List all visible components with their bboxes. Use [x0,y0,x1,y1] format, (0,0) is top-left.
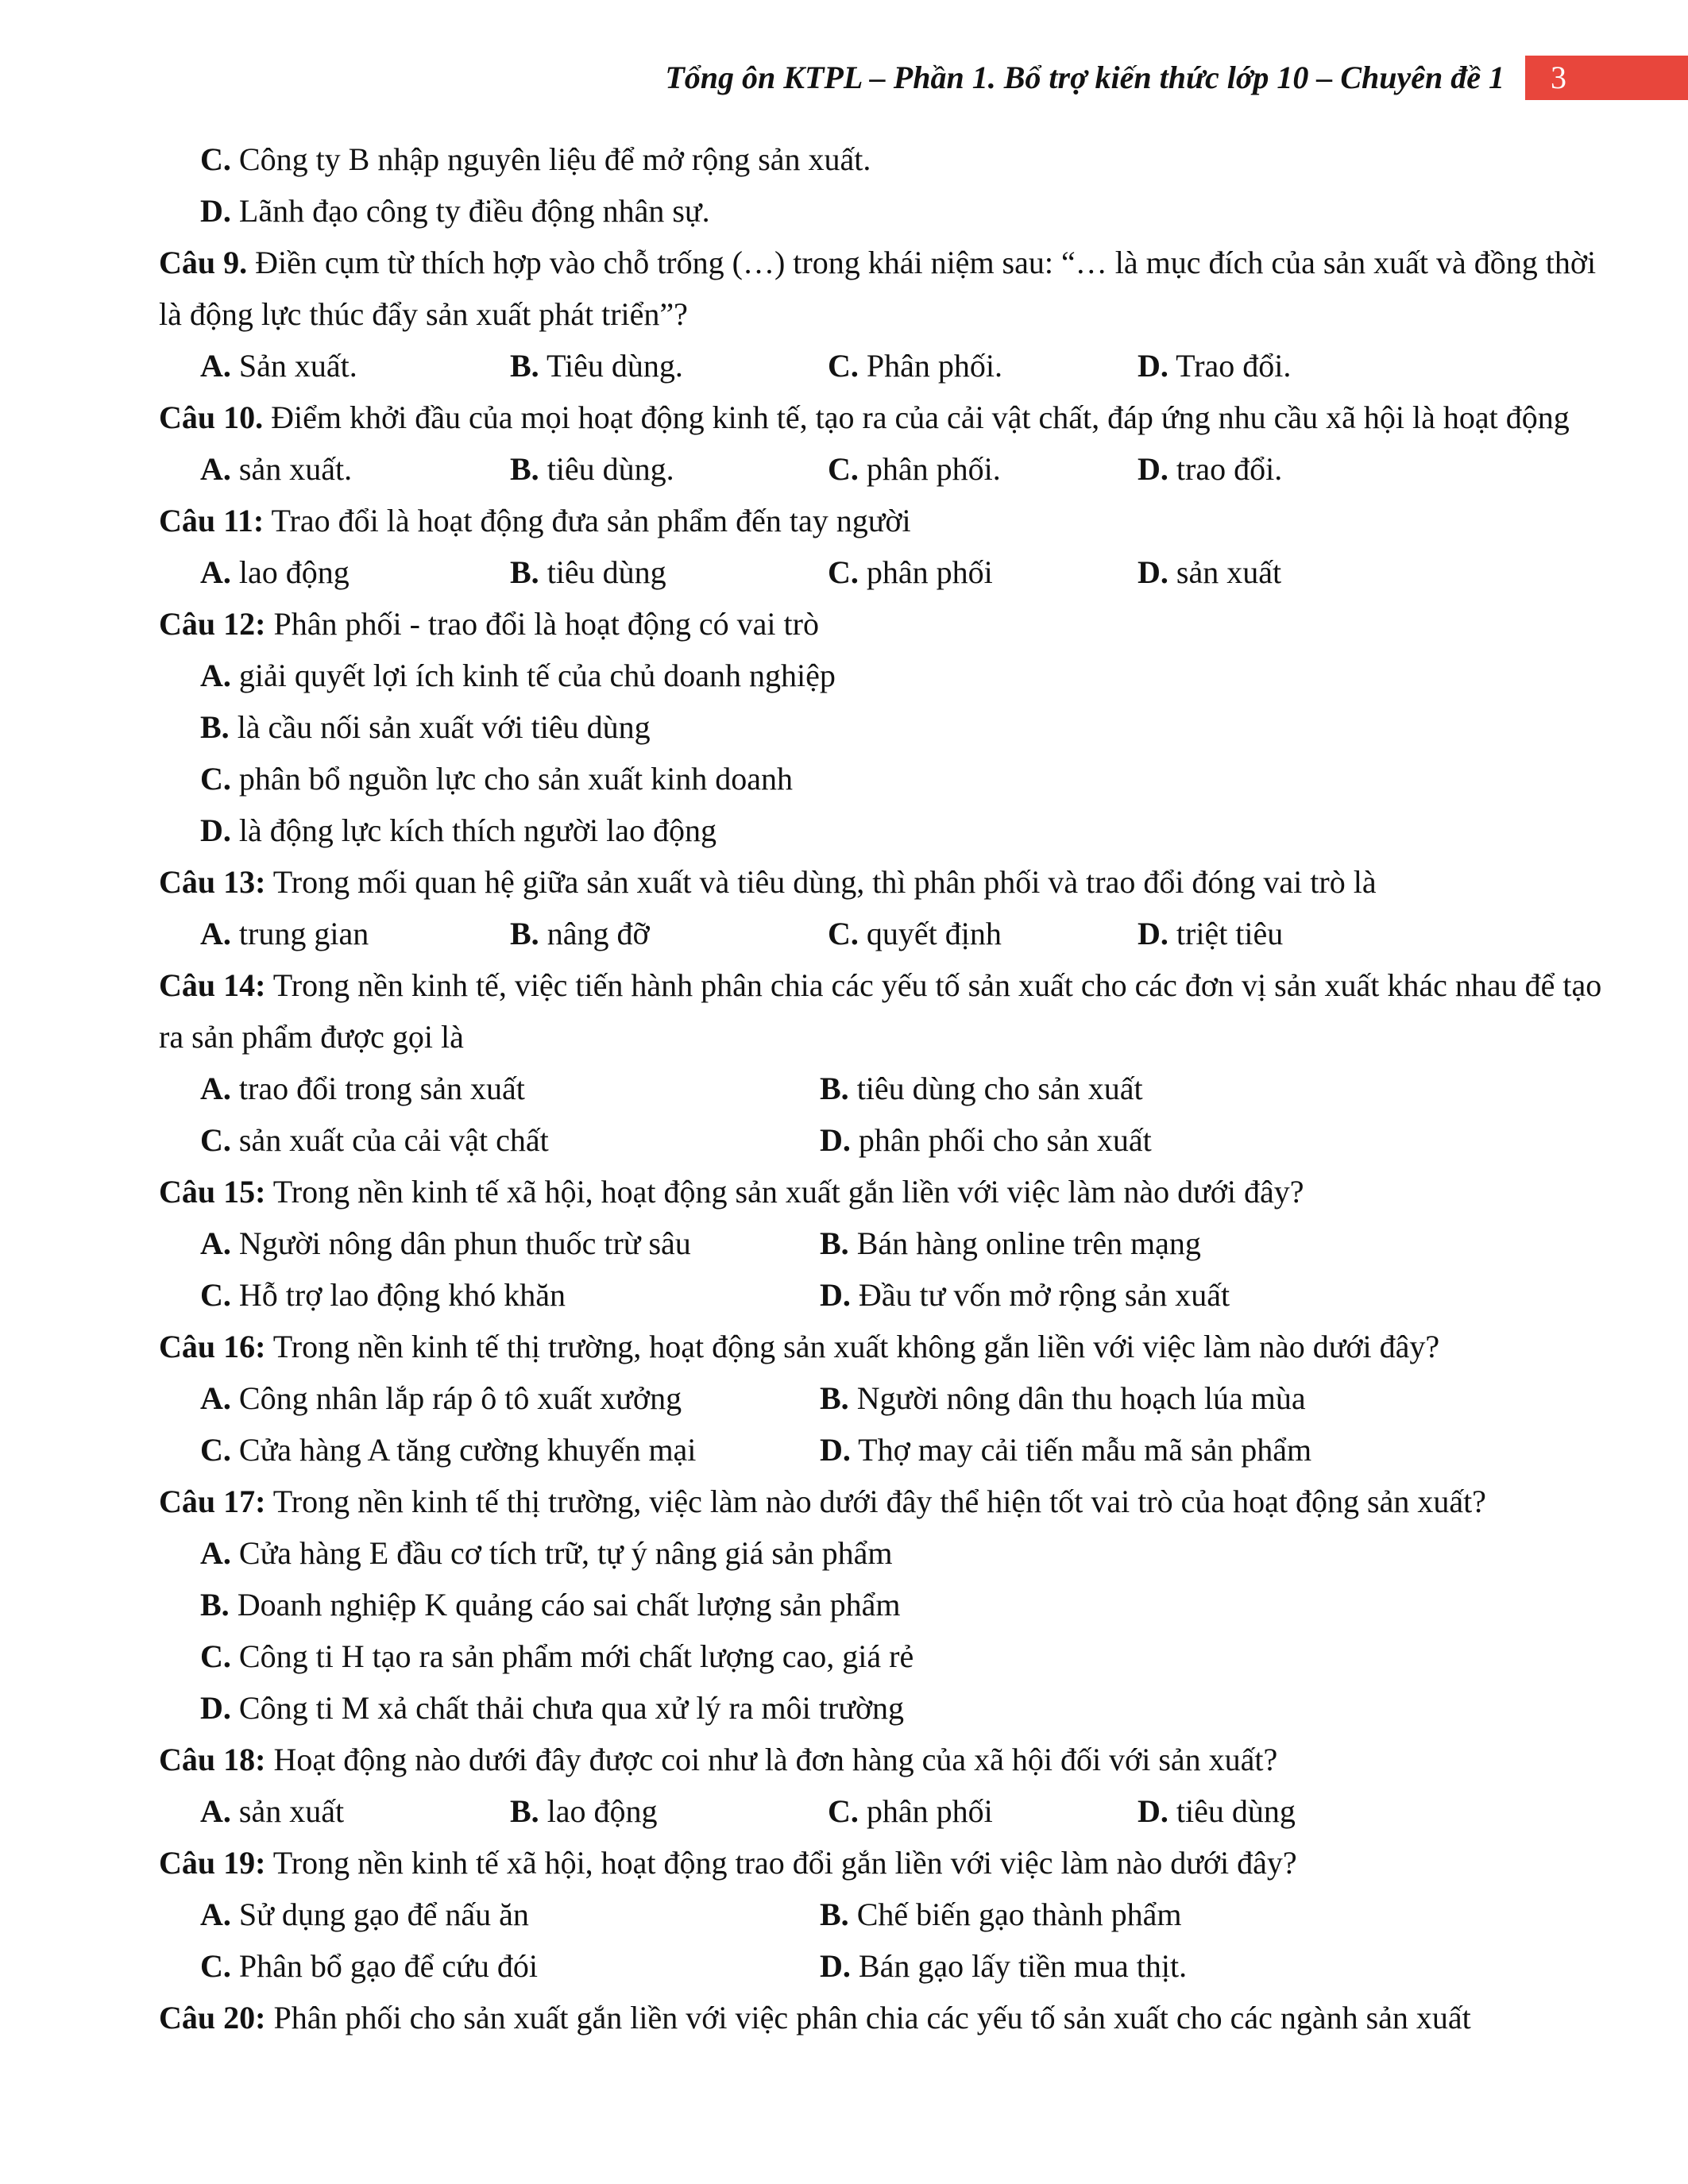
answer-option [200,1785,510,1837]
options-group [159,908,1613,959]
answer-option [200,1579,1613,1630]
answer-option [828,340,1138,392]
question-text: Trong nền kinh tế thị trường, hoạt động sản xuất không gắn liền với việc làm nào dưới đây? [265,1329,1440,1364]
question-text: Trong nền kinh tế xã hội, hoạt động trao đổi gắn liền với việc làm nào dưới đây? [265,1845,1297,1881]
option-text: lao động [230,554,350,590]
question-number: Câu 20: [159,2000,266,2035]
option-label: A. [200,1071,231,1106]
question-stem [159,1321,1613,1372]
option-text: Công ty B nhập nguyên liệu để mở rộng sản xuất. [230,141,871,177]
options-group [159,1063,1613,1166]
option-text: Phân phối. [858,348,1003,384]
option-label: D. [1138,451,1168,487]
option-label: D. [1138,554,1168,590]
option-text: phân phối [858,554,993,590]
option-text: Công ti H tạo ra sản phẩm mới chất lượng cao, giá rẻ [230,1638,914,1674]
question-number: Câu 18: [159,1742,266,1777]
option-label: D. [820,1277,851,1313]
option-text: Cửa hàng A tăng cường khuyến mại [230,1432,697,1468]
option-text: Phân bổ gạo để cứu đói [230,1948,538,1984]
question-text: Trong mối quan hệ giữa sản xuất và tiêu dùng, thì phân phối và trao đổi đóng vai trò là [265,864,1377,900]
answer-option [200,1424,820,1476]
option-text: Tiêu dùng. [539,348,683,384]
question-stem [159,856,1613,908]
option-text: quyết định [858,916,1002,951]
answer-option [200,1063,820,1114]
option-text: Doanh nghiệp K quảng cáo sai chất lượng sản phẩm [229,1587,901,1623]
option-label: C. [828,1793,859,1829]
option-label: B. [510,916,539,951]
option-text: Trao đổi. [1168,348,1292,384]
answer-option [200,1114,820,1166]
question-stem [159,495,1613,546]
answer-option [828,1785,1138,1837]
option-label: C. [200,1277,231,1313]
page-number: 3 [1551,60,1566,95]
question-block [159,598,1613,856]
option-text: trung gian [230,916,369,951]
answer-option [200,133,1613,185]
question-number: Câu 14: [159,967,266,1003]
option-label: A. [200,658,231,693]
answer-option [200,753,1613,805]
answer-option [1138,1785,1613,1837]
option-text: sản xuất. [230,451,353,487]
option-label: B. [200,1587,230,1623]
answer-option [200,1217,820,1269]
options-group [159,443,1613,495]
option-label: A. [200,916,231,951]
option-label: D. [1138,1793,1168,1829]
options-group [159,546,1613,598]
answer-option [820,1889,1613,1940]
answer-option [510,443,828,495]
answer-option [820,1217,1613,1269]
option-text: giải quyết lợi ích kinh tế của chủ doanh nghiệp [230,658,836,693]
answer-option [510,1785,828,1837]
question-text: Phân phối cho sản xuất gắn liền với việc phân chia các yếu tố sản xuất cho các ngành sản xuất [265,2000,1471,2035]
option-label: A. [200,451,231,487]
option-label: B. [820,1380,849,1416]
question-stem [159,959,1613,1063]
option-label: B. [820,1071,849,1106]
option-label: B. [510,451,539,487]
page-header [159,56,1688,100]
question-stem [159,392,1613,443]
page-number-badge [1525,56,1688,100]
answer-option [200,1269,820,1321]
question-number: Câu 19: [159,1845,266,1881]
option-text: Sản xuất. [230,348,357,384]
answer-option [510,546,828,598]
question-number: Câu 16: [159,1329,266,1364]
option-text: triệt tiêu [1168,916,1284,951]
answer-option [820,1063,1613,1114]
option-label: C. [200,1432,231,1468]
option-label: A. [200,1225,231,1261]
option-text: Cửa hàng E đầu cơ tích trữ, tự ý nâng giá sản phẩm [230,1535,893,1571]
options-group [159,650,1613,856]
answer-option [200,1940,820,1992]
answer-option [1138,340,1613,392]
options-group [159,1372,1613,1476]
option-label: B. [820,1225,849,1261]
option-text: phân bổ nguồn lực cho sản xuất kinh doanh [230,761,793,797]
option-label: C. [200,141,231,177]
option-label: B. [510,554,539,590]
answer-option [1138,908,1613,959]
question-block [159,959,1613,1166]
answer-option [828,546,1138,598]
answer-option [820,1114,1613,1166]
question-number: Câu 12: [159,606,266,642]
question-block [159,495,1613,598]
option-label: A. [200,348,231,384]
question-number: Câu 17: [159,1484,266,1519]
option-text: tiêu dùng [539,554,666,590]
option-text: phân phối. [858,451,1001,487]
option-label: C. [828,348,859,384]
question-block [159,1166,1613,1321]
question-stem [159,598,1613,650]
answer-option [510,340,828,392]
option-label: C. [828,916,859,951]
option-label: C. [828,451,859,487]
options-group [159,340,1613,392]
option-text: sản xuất của cải vật chất [230,1122,549,1158]
question-stem [159,1992,1613,2043]
option-label: D. [820,1948,851,1984]
answer-option [820,1424,1613,1476]
question-text: Phân phối - trao đổi là hoạt động có vai trò [265,606,819,642]
option-text: là động lực kích thích người lao động [230,812,717,848]
option-text: Bán gạo lấy tiền mua thịt. [850,1948,1188,1984]
question-block [159,1476,1613,1734]
options-group [159,1785,1613,1837]
option-text: phân phối cho sản xuất [850,1122,1152,1158]
option-text: Người nông dân thu hoạch lúa mùa [848,1380,1306,1416]
question-block [159,1321,1613,1476]
option-label: D. [200,1690,231,1726]
question-text: Điền cụm từ thích hợp vào chỗ trống (…) trong khái niệm sau: “… là mục đích của sản xuất và đồng thời là động lực thúc đẩy sản xuất phát triển”? [159,245,1597,332]
option-text: phân phối [858,1793,993,1829]
option-label: B. [200,709,230,745]
option-label: B. [510,348,539,384]
answer-option [828,443,1138,495]
answer-option [200,1889,820,1940]
option-label: C. [828,554,859,590]
option-text: sản xuất [230,1793,345,1829]
question-text: Trao đổi là hoạt động đưa sản phẩm đến tay người [264,503,911,538]
option-text: Công ti M xả chất thải chưa qua xử lý ra môi trường [230,1690,905,1726]
option-label: D. [200,812,231,848]
answer-option [200,1682,1613,1734]
answer-option [200,1372,820,1424]
question-list [159,237,1613,2043]
question-block [159,856,1613,959]
answer-option [200,443,510,495]
question-block [159,1837,1613,1992]
answer-option [820,1372,1613,1424]
option-text: trao đổi. [1168,451,1283,487]
option-label: B. [820,1897,849,1932]
option-text: Công nhân lắp ráp ô tô xuất xưởng [230,1380,682,1416]
answer-option [200,546,510,598]
option-label: A. [200,1897,231,1932]
question-number: Câu 13: [159,864,266,900]
question-text: Trong nền kinh tế thị trường, việc làm nào dưới đây thể hiện tốt vai trò của hoạt động sản xuất? [265,1484,1486,1519]
option-label: B. [510,1793,539,1829]
option-label: D. [200,193,231,229]
option-label: A. [200,1535,231,1571]
option-text: lao động [539,1793,658,1829]
answer-option [828,908,1138,959]
option-label: C. [200,761,231,797]
answer-option [820,1269,1613,1321]
option-text: Đầu tư vốn mở rộng sản xuất [850,1277,1230,1313]
question-stem [159,237,1613,340]
answer-option [200,1630,1613,1682]
answer-option [1138,443,1613,495]
option-text: sản xuất [1168,554,1282,590]
answer-option [200,805,1613,856]
question-block [159,1734,1613,1837]
option-text: tiêu dùng. [539,451,674,487]
option-text: trao đổi trong sản xuất [230,1071,525,1106]
question-stem [159,1476,1613,1527]
question-text: Trong nền kinh tế, việc tiến hành phân chia các yếu tố sản xuất cho các đơn vị sản xuất khác nhau để tạo ra sản phẩm được gọi là [159,967,1602,1055]
question-text: Trong nền kinh tế xã hội, hoạt động sản xuất gắn liền với việc làm nào dưới đây? [265,1174,1304,1210]
option-label: D. [820,1432,851,1468]
question-block [159,237,1613,392]
answer-option [200,908,510,959]
question-text: Hoạt động nào dưới đây được coi như là đơn hàng của xã hội đối với sản xuất? [265,1742,1278,1777]
option-text: tiêu dùng cho sản xuất [848,1071,1143,1106]
answer-option [820,1940,1613,1992]
question-block [159,392,1613,495]
option-text: Lãnh đạo công ty điều động nhân sự. [230,193,710,229]
option-text: tiêu dùng [1168,1793,1296,1829]
option-text: Chế biến gạo thành phẩm [848,1897,1182,1932]
answer-option [510,908,828,959]
option-text: nâng đỡ [539,916,650,951]
answer-option [200,1527,1613,1579]
question-number: Câu 11: [159,503,265,538]
option-text: là cầu nối sản xuất với tiêu dùng [229,709,651,745]
option-label: C. [200,1948,231,1984]
answer-option [200,701,1613,753]
option-label: A. [200,554,231,590]
options-group [159,1527,1613,1734]
question-block [159,1992,1613,2043]
question-content [159,133,1613,2043]
option-label: C. [200,1122,231,1158]
question-text: Điểm khởi đầu của mọi hoạt động kinh tế, tạo ra của cải vật chất, đáp ứng nhu cầu xã hội là hoạt động [263,399,1570,435]
question-stem [159,1734,1613,1785]
options-group [159,1217,1613,1321]
option-text: Bán hàng online trên mạng [848,1225,1201,1261]
question-number: Câu 9. [159,245,248,280]
answer-option [200,340,510,392]
option-label: A. [200,1380,231,1416]
option-text: Sử dụng gạo để nấu ăn [230,1897,529,1932]
option-label: D. [820,1122,851,1158]
question-number: Câu 15: [159,1174,266,1210]
option-text: Hỗ trợ lao động khó khăn [230,1277,566,1313]
answer-option [1138,546,1613,598]
option-label: C. [200,1638,231,1674]
option-text: Thợ may cải tiến mẫu mã sản phẩm [850,1432,1312,1468]
option-label: A. [200,1793,231,1829]
option-label: D. [1138,916,1168,951]
question-stem [159,1837,1613,1889]
option-text: Người nông dân phun thuốc trừ sâu [230,1225,691,1261]
options-group [159,1889,1613,1992]
question-stem [159,1166,1613,1217]
header-title: Tổng ôn KTPL – Phần 1. Bổ trợ kiến thức lớp 10 – Chuyên đề 1 [665,60,1505,95]
answer-option [200,650,1613,701]
continuation-options [159,133,1613,237]
option-label: D. [1138,348,1168,384]
answer-option [200,185,1613,237]
question-number: Câu 10. [159,399,264,435]
